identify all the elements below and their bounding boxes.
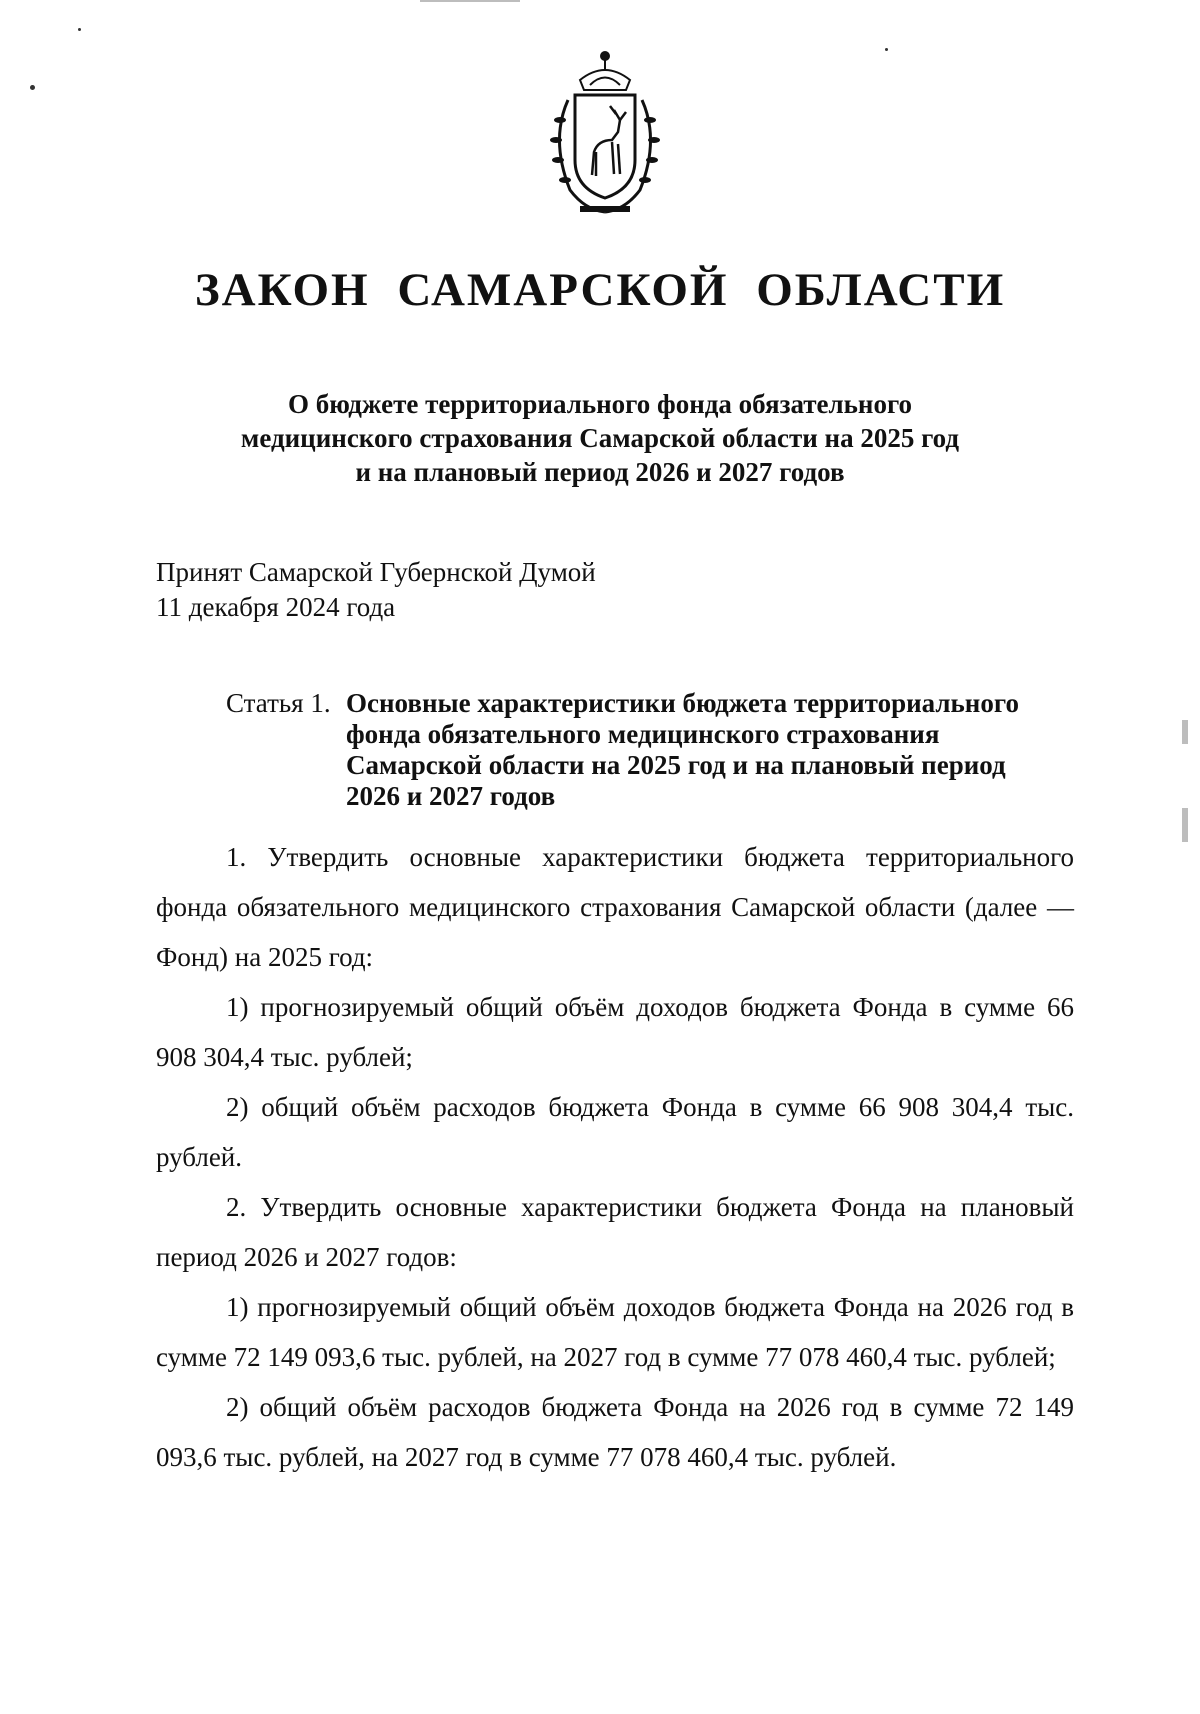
subtitle-line: и на плановый период 2026 и 2027 годов [355, 457, 845, 487]
coat-of-arms-icon [520, 40, 690, 220]
paragraph: 2. Утвердить основные характеристики бюджета Фонда на плановый период 2026 и 2027 годов: [156, 1192, 1074, 1272]
scan-speck [78, 28, 81, 31]
scan-speck [885, 48, 888, 51]
adoption-line: Принят Самарской Губернской Думой [156, 557, 596, 587]
paragraph: 2) общий объём расходов бюджета Фонда в сумме 66 908 304,4 тыс. рублей. [156, 1092, 1074, 1172]
paragraph: 1) прогнозируемый общий объём доходов бюджета Фонда на 2026 год в сумме 72 149 093,6 тыс. рублей, на 2027 год в сумме 77 078 460,4 тыс. рублей; [156, 1292, 1074, 1372]
law-subtitle [0, 387, 1200, 489]
subtitle-line: О бюджете территориального фонда обязательного [287, 389, 913, 419]
scan-mark [420, 0, 520, 2]
article-heading-line: фонда обязательного медицинского страхования [346, 719, 940, 749]
article-label: Статья 1. [226, 688, 331, 718]
article-body [156, 832, 1074, 1482]
article-heading [346, 688, 1066, 812]
article-heading-line: Основные характеристики бюджета территориального [346, 688, 1019, 718]
subtitle-line: медицинского страхования Самарской области на 2025 год [240, 423, 960, 453]
law-title: ЗАКОН САМАРСКОЙ ОБЛАСТИ [194, 264, 1006, 316]
scan-speck [30, 85, 35, 90]
paragraph: 1) прогнозируемый общий объём доходов бюджета Фонда в сумме 66 908 304,4 тыс. рублей; [156, 992, 1074, 1072]
article-heading-line: Самарской области на 2025 год и на плановый период [346, 750, 1006, 780]
paragraph: 1. Утвердить основные характеристики бюджета территориального фонда обязательного медицинского страхования Самарской области (далее — Фонд) на 2025 год: [156, 842, 1074, 972]
article-heading-line: 2026 и 2027 годов [346, 781, 556, 811]
scan-mark [1182, 808, 1188, 842]
scan-mark [1182, 720, 1188, 744]
adoption-date: 11 декабря 2024 года [156, 592, 396, 622]
paragraph: 2) общий объём расходов бюджета Фонда на 2026 год в сумме 72 149 093,6 тыс. рублей, на 2027 год в сумме 77 078 460,4 тыс. рублей. [156, 1392, 1074, 1472]
adoption-note [156, 555, 596, 625]
